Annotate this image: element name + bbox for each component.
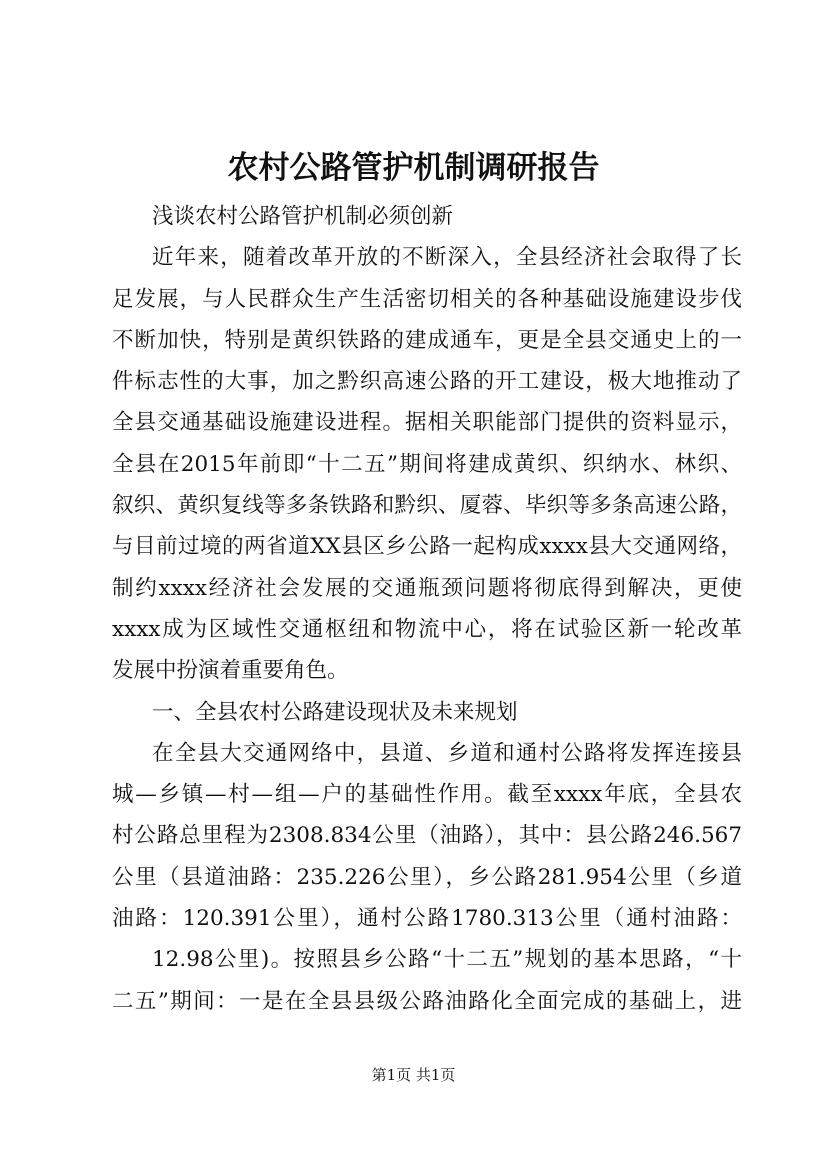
body-line: 全县交通基础设施建设进程。据相关职能部门提供的资料显示， bbox=[112, 410, 742, 436]
body-line: 浅谈农村公路管护机制必须创新 bbox=[152, 204, 454, 229]
body-line: 全县在2015年前即“十二五”期间将建成黄织、织纳水、林织、 bbox=[112, 451, 742, 477]
body-line: 近年来，随着改革开放的不断深入，全县经济社会取得了长 bbox=[152, 245, 742, 271]
body-line: 件标志性的大事，加之黔织高速公路的开工建设，极大地推动了 bbox=[112, 369, 742, 395]
body-line: 城—乡镇—村—组—户的基础性作用。截至xxxx年底，全县农 bbox=[112, 782, 742, 808]
body-line: 叙织、黄织复线等多条铁路和黔织、厦蓉、毕织等多条高速公路， bbox=[112, 493, 742, 519]
body-line: 12.98公里)。按照县乡公路“十二五”规划的基本思路，“十 bbox=[152, 947, 742, 973]
page-footer: 第1页 共1页 bbox=[371, 1066, 456, 1084]
body-line: 制约xxxx经济社会发展的交通瓶颈问题将彻底得到解决，更使 bbox=[112, 575, 742, 601]
body-line: 足发展，与人民群众生产生活密切相关的各种基础设施建设步伐 bbox=[112, 286, 742, 312]
body-line: 油路：120.391公里），通村公路1780.313公里（通村油路： bbox=[112, 906, 742, 932]
document-title: 农村公路管护机制调研报告 bbox=[227, 150, 600, 186]
body-line: xxxx成为区域性交通枢纽和物流中心，将在试验区新一轮改革 bbox=[112, 616, 742, 642]
body-line: 发展中扮演着重要角色。 bbox=[112, 658, 349, 684]
document-body bbox=[112, 196, 742, 1022]
body-line: 村公路总里程为2308.834公里（油路），其中：县公路246.567 bbox=[112, 823, 742, 849]
body-line: 二五”期间：一是在全县县级公路油路化全面完成的基础上，进 bbox=[112, 988, 742, 1014]
body-line: 在全县大交通网络中，县道、乡道和通村公路将发挥连接县 bbox=[152, 740, 742, 766]
body-line: 公里（县道油路：235.226公里），乡公路281.954公里（乡道 bbox=[112, 864, 742, 890]
body-line: 与目前过境的两省道XX县区乡公路一起构成xxxx县大交通网络， bbox=[112, 534, 742, 560]
body-line: 不断加快，特别是黄织铁路的建成通车，更是全县交通史上的一 bbox=[112, 327, 742, 353]
body-line: 一、全县农村公路建设现状及未来规划 bbox=[152, 699, 518, 725]
